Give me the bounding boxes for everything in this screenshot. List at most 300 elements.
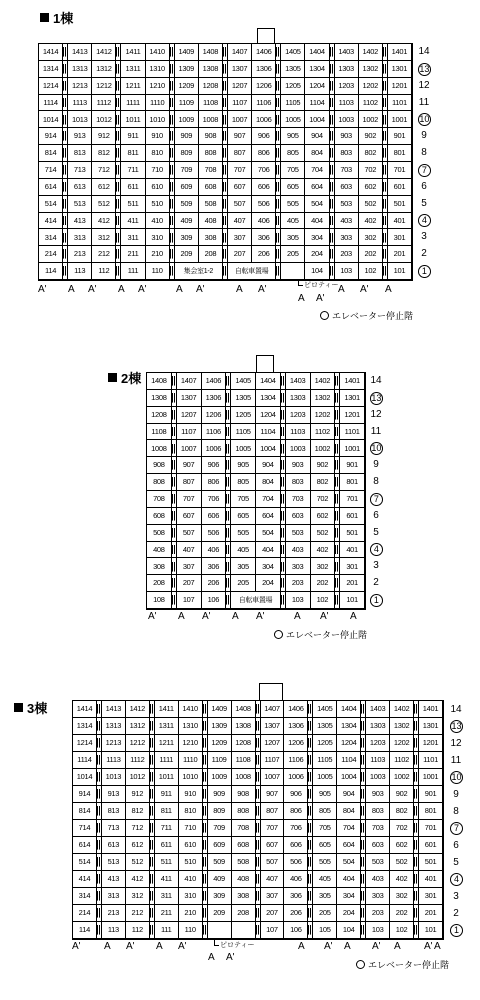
unit-cell: 512 (126, 854, 150, 871)
unit-cell: 502 (359, 196, 383, 213)
building-title-text: 1棟 (53, 11, 74, 26)
unit-cell: 1409 (208, 701, 232, 718)
unit-cell: 1302 (359, 61, 383, 78)
unit-cell: 1307 (261, 718, 285, 735)
facility-label: 自転車置場 (228, 263, 276, 280)
unit-cell: 1403 (335, 44, 359, 61)
unit-cell: 107 (177, 592, 202, 609)
unit-cell: 204 (305, 246, 329, 263)
unit-cell: 408 (199, 213, 223, 230)
unit-cell: 1314 (73, 718, 97, 735)
unit-cell: 1306 (284, 718, 308, 735)
unit-cell: 614 (39, 179, 63, 196)
elevator-floor-label: 7 (450, 822, 463, 835)
unit-cell: 1211 (121, 78, 145, 95)
orientation-mark: A' (360, 284, 369, 295)
unit-cell: 404 (256, 542, 281, 559)
unit-cell: 1106 (202, 424, 227, 441)
floor-label: 9 (453, 789, 459, 800)
unit-cell: 313 (68, 229, 92, 246)
unit-cell: 910 (179, 786, 203, 803)
unit-cell: 101 (419, 922, 443, 939)
unit-cell: 302 (359, 229, 383, 246)
unit-cell: 902 (390, 786, 414, 803)
elevator-floor-label: 4 (418, 214, 431, 227)
unit-cell: 1114 (39, 95, 63, 112)
unit-cell: 1301 (388, 61, 412, 78)
unit-cell: 601 (340, 508, 365, 525)
unit-cell: 901 (340, 457, 365, 474)
unit-cell: 904 (337, 786, 361, 803)
unit-cell: 1313 (102, 718, 126, 735)
unit-cell: 702 (359, 162, 383, 179)
unit-cell: 103 (366, 922, 390, 939)
unit-cell: 1006 (202, 440, 227, 457)
unit-cell: 1310 (146, 61, 170, 78)
unit-cell: 1401 (388, 44, 412, 61)
unit-cell: 505 (281, 196, 305, 213)
elevator-floor-label: 1 (450, 924, 463, 937)
square-bullet-icon (108, 373, 117, 382)
unit-cell: 907 (177, 457, 202, 474)
unit-cell: 1006 (284, 769, 308, 786)
unit-cell: 204 (337, 905, 361, 922)
orientation-mark: A (118, 284, 125, 295)
unit-cell: 1103 (335, 95, 359, 112)
unit-cell: 701 (419, 820, 443, 837)
unit-cell: 1402 (359, 44, 383, 61)
unit-cell: 1201 (340, 407, 365, 424)
unit-cell: 912 (126, 786, 150, 803)
unit-cell: 607 (261, 837, 285, 854)
unit-cell: 414 (39, 213, 63, 230)
square-bullet-icon (14, 703, 23, 712)
unit-cell: 406 (252, 213, 276, 230)
unit-cell: 307 (228, 229, 252, 246)
building-title (108, 368, 141, 387)
unit-cell: 812 (126, 803, 150, 820)
floor-label: 2 (373, 577, 379, 589)
unit-cell: 210 (146, 246, 170, 263)
unit-cell: 604 (305, 179, 329, 196)
unit-cell: 503 (286, 525, 311, 542)
unit-cell: 1202 (311, 407, 336, 424)
unit-cell: 407 (177, 542, 202, 559)
unit-cell: 107 (261, 922, 285, 939)
unit-cell: 1407 (228, 44, 252, 61)
unit-cell: 603 (366, 837, 390, 854)
unit-cell: 814 (39, 145, 63, 162)
unit-cell: 704 (337, 820, 361, 837)
elevator-floor-label: 13 (451, 721, 462, 731)
unit-cell: 1408 (147, 373, 172, 390)
unit-grid (146, 372, 366, 610)
elevator-floor-label: 7 (418, 164, 431, 177)
unit-cell: 606 (284, 837, 308, 854)
unit-cell: 214 (73, 905, 97, 922)
unit-cell: 1208 (199, 78, 223, 95)
building-title (14, 698, 47, 717)
unit-cell: 811 (121, 145, 145, 162)
unit-cell: 713 (102, 820, 126, 837)
orientation-mark: A (298, 293, 305, 304)
unit-cell: 1008 (232, 769, 256, 786)
floor-label: 6 (453, 840, 459, 851)
unit-cell: 313 (102, 888, 126, 905)
unit-cell: 302 (390, 888, 414, 905)
floor-label: 14 (418, 46, 430, 57)
floor-label: 14 (370, 375, 382, 386)
unit-cell: 1304 (337, 718, 361, 735)
unit-cell: 503 (335, 196, 359, 213)
unit-cell: 1208 (232, 735, 256, 752)
unit-cell: 605 (281, 179, 305, 196)
orientation-mark: A (236, 284, 243, 295)
unit-cell: 1110 (179, 752, 203, 769)
unit-cell: 908 (232, 786, 256, 803)
unit-cell: 606 (252, 179, 276, 196)
unit-cell: 701 (388, 162, 412, 179)
floor-label: 14 (450, 704, 462, 715)
unit-cell: 603 (286, 508, 311, 525)
unit-cell: 312 (92, 229, 116, 246)
unit-cell: 114 (73, 922, 97, 939)
unit-cell: 1201 (388, 78, 412, 95)
unit-cell: 904 (305, 128, 329, 145)
unit-cell: 312 (126, 888, 150, 905)
unit-cell: 811 (155, 803, 179, 820)
unit-cell: 708 (199, 162, 223, 179)
unit-cell: 1108 (147, 424, 172, 441)
unit-cell: 112 (92, 263, 116, 280)
unit-cell: 1301 (340, 390, 365, 407)
floor-label: 5 (421, 197, 427, 209)
unit-cell: 1105 (313, 752, 337, 769)
unit-cell: 502 (390, 854, 414, 871)
unit-cell: 506 (252, 196, 276, 213)
unit-cell: 1001 (419, 769, 443, 786)
unit-cell: 1402 (390, 701, 414, 718)
unit-cell: 408 (232, 871, 256, 888)
unit-cell: 902 (359, 128, 383, 145)
unit-cell: 613 (102, 837, 126, 854)
unit-cell: 1004 (337, 769, 361, 786)
orientation-mark: A (385, 284, 392, 295)
unit-cell: 510 (146, 196, 170, 213)
floor-label: 11 (418, 96, 430, 108)
unit-cell: 903 (335, 128, 359, 145)
unit-cell: 104 (305, 263, 329, 280)
unit-cell: 705 (231, 491, 256, 508)
unit-cell: 1205 (281, 78, 305, 95)
unit-cell: 301 (340, 558, 365, 575)
unit-cell: 1002 (359, 111, 383, 128)
unit-cell: 801 (340, 474, 365, 491)
unit-cell: 208 (147, 575, 172, 592)
elevator-floor-label: 13 (371, 392, 382, 403)
unit-cell: 214 (39, 246, 63, 263)
floor-label: 6 (373, 509, 379, 521)
unit-cell: 514 (73, 854, 97, 871)
unit-cell: 1307 (177, 390, 202, 407)
unit-cell: 113 (102, 922, 126, 939)
unit-cell: 1204 (305, 78, 329, 95)
unit-cell: 1005 (313, 769, 337, 786)
unit-cell: 1212 (126, 735, 150, 752)
unit-cell: 1408 (199, 44, 223, 61)
unit-cell: 114 (39, 263, 63, 280)
unit-cell: 604 (337, 837, 361, 854)
unit-cell: 202 (311, 575, 336, 592)
circle-icon (274, 630, 283, 639)
unit-cell: 1306 (252, 61, 276, 78)
piloti-label: ピロティー (304, 282, 339, 289)
orientation-mark: A (350, 611, 357, 622)
unit-cell: 611 (121, 179, 145, 196)
unit-cell: 802 (359, 145, 383, 162)
unit-cell: 212 (92, 246, 116, 263)
unit-cell: 702 (390, 820, 414, 837)
unit-cell: 1407 (177, 373, 202, 390)
unit-cell: 305 (281, 229, 305, 246)
unit-cell: 603 (335, 179, 359, 196)
circle-icon (356, 960, 365, 969)
unit-cell: 506 (202, 525, 227, 542)
unit-cell: 411 (155, 871, 179, 888)
elevator-floor-label: 4 (450, 873, 463, 886)
unit-cell: 212 (126, 905, 150, 922)
square-bullet-icon (40, 13, 49, 22)
unit-cell: 512 (92, 196, 116, 213)
elevator-note-text: エレベーター停止階 (368, 960, 450, 970)
unit-cell: 201 (388, 246, 412, 263)
orientation-mark: A (434, 941, 441, 952)
unit-cell: 1002 (311, 440, 336, 457)
unit-cell: 905 (313, 786, 337, 803)
unit-cell: 208 (232, 905, 256, 922)
unit-cell: 1209 (208, 735, 232, 752)
orientation-mark: A' (202, 611, 211, 622)
unit-cell: 304 (337, 888, 361, 905)
floor-labels (448, 701, 465, 939)
unit-cell: 913 (102, 786, 126, 803)
orientation-marks-piloti (292, 293, 352, 305)
unit-cell: 103 (286, 592, 311, 609)
unit-grid (72, 700, 444, 940)
unit-cell: 1308 (199, 61, 223, 78)
unit-cell: 1405 (313, 701, 337, 718)
unit-cell: 1210 (179, 735, 203, 752)
unit-cell: 602 (311, 508, 336, 525)
orientation-mark: A' (256, 611, 265, 622)
orientation-mark: A' (226, 952, 235, 963)
unit-cell: 405 (313, 871, 337, 888)
unit-cell: 309 (175, 229, 199, 246)
unit-cell: 213 (68, 246, 92, 263)
unit-cell: 205 (231, 575, 256, 592)
unit-cell: 112 (126, 922, 150, 939)
unit-cell: 1305 (231, 390, 256, 407)
orientation-mark: A' (424, 941, 433, 952)
unit-cell: 401 (340, 542, 365, 559)
floor-label: 12 (418, 79, 430, 91)
unit-cell: 1302 (390, 718, 414, 735)
unit-cell: 1302 (311, 390, 336, 407)
unit-cell: 314 (73, 888, 97, 905)
unit-cell: 409 (175, 213, 199, 230)
elevator-floor-label: 13 (419, 63, 430, 74)
unit-cell: 601 (388, 179, 412, 196)
unit-cell: 1312 (126, 718, 150, 735)
unit-cell: 701 (340, 491, 365, 508)
unit-cell: 810 (146, 145, 170, 162)
floor-label: 11 (450, 755, 462, 766)
elevator-floor-label: 10 (419, 114, 430, 125)
elevator-floor-label: 1 (418, 265, 431, 278)
unit-cell: 702 (311, 491, 336, 508)
unit-cell: 1206 (252, 78, 276, 95)
unit-cell: 608 (232, 837, 256, 854)
unit-cell: 404 (337, 871, 361, 888)
unit-cell: 111 (121, 263, 145, 280)
unit-cell: 1011 (121, 111, 145, 128)
unit-cell: 504 (305, 196, 329, 213)
unit-cell: 808 (147, 474, 172, 491)
empty-cell (208, 922, 232, 939)
unit-cell: 902 (311, 457, 336, 474)
orientation-mark: A' (148, 611, 157, 622)
unit-cell: 711 (155, 820, 179, 837)
unit-cell: 204 (256, 575, 281, 592)
unit-cell: 1114 (73, 752, 97, 769)
unit-cell: 411 (121, 213, 145, 230)
unit-cell: 1406 (252, 44, 276, 61)
unit-cell: 1306 (202, 390, 227, 407)
unit-cell: 901 (388, 128, 412, 145)
unit-cell: 707 (261, 820, 285, 837)
unit-cell: 712 (92, 162, 116, 179)
unit-cell: 406 (202, 542, 227, 559)
unit-cell: 805 (231, 474, 256, 491)
unit-cell: 706 (284, 820, 308, 837)
unit-cell: 903 (366, 786, 390, 803)
unit-cell: 609 (208, 837, 232, 854)
unit-cell: 1102 (311, 424, 336, 441)
elevator-floor-label: 10 (451, 772, 462, 782)
unit-cell: 706 (252, 162, 276, 179)
unit-cell: 706 (202, 491, 227, 508)
unit-cell: 514 (39, 196, 63, 213)
unit-cell: 1402 (311, 373, 336, 390)
unit-cell: 401 (419, 871, 443, 888)
unit-cell: 707 (177, 491, 202, 508)
unit-cell: 507 (177, 525, 202, 542)
unit-cell: 106 (284, 922, 308, 939)
unit-cell: 306 (202, 558, 227, 575)
unit-cell: 810 (179, 803, 203, 820)
unit-cell: 503 (366, 854, 390, 871)
unit-cell: 804 (256, 474, 281, 491)
unit-cell: 307 (177, 558, 202, 575)
unit-cell: 1409 (175, 44, 199, 61)
unit-cell: 704 (256, 491, 281, 508)
unit-cell: 804 (337, 803, 361, 820)
unit-cell: 203 (366, 905, 390, 922)
orientation-mark: A (344, 941, 351, 952)
unit-cell: 1310 (179, 718, 203, 735)
unit-cell: 1408 (232, 701, 256, 718)
orientation-mark: A' (196, 284, 205, 295)
unit-cell: 1109 (208, 752, 232, 769)
unit-cell: 1308 (232, 718, 256, 735)
unit-cell: 1414 (73, 701, 97, 718)
unit-cell: 1413 (102, 701, 126, 718)
unit-cell: 901 (419, 786, 443, 803)
orientation-mark: A (338, 284, 345, 295)
unit-cell: 813 (68, 145, 92, 162)
unit-cell: 1109 (175, 95, 199, 112)
unit-cell: 714 (39, 162, 63, 179)
orientation-mark: A' (88, 284, 97, 295)
unit-cell: 806 (202, 474, 227, 491)
unit-cell: 803 (335, 145, 359, 162)
unit-cell: 402 (359, 213, 383, 230)
unit-cell: 1013 (102, 769, 126, 786)
unit-cell: 708 (147, 491, 172, 508)
unit-cell: 1203 (335, 78, 359, 95)
unit-cell: 707 (228, 162, 252, 179)
unit-cell: 206 (252, 246, 276, 263)
unit-cell: 1412 (126, 701, 150, 718)
unit-cell: 1104 (256, 424, 281, 441)
unit-cell: 905 (231, 457, 256, 474)
unit-cell: 1104 (305, 95, 329, 112)
unit-cell: 1406 (284, 701, 308, 718)
unit-cell: 1312 (92, 61, 116, 78)
unit-cell: 1307 (228, 61, 252, 78)
unit-cell: 1207 (228, 78, 252, 95)
unit-cell: 501 (340, 525, 365, 542)
unit-cell: 1205 (313, 735, 337, 752)
unit-cell: 1107 (261, 752, 285, 769)
unit-cell: 305 (313, 888, 337, 905)
unit-cell: 413 (68, 213, 92, 230)
elevator-note (274, 628, 367, 641)
unit-cell: 909 (175, 128, 199, 145)
unit-cell: 804 (305, 145, 329, 162)
unit-cell: 904 (256, 457, 281, 474)
unit-cell: 510 (179, 854, 203, 871)
floor-label: 3 (421, 231, 427, 243)
unit-cell: 602 (390, 837, 414, 854)
unit-cell: 504 (337, 854, 361, 871)
unit-grid (38, 43, 413, 281)
unit-cell: 705 (281, 162, 305, 179)
unit-cell: 410 (179, 871, 203, 888)
orientation-mark: A (394, 941, 401, 952)
unit-cell: 714 (73, 820, 97, 837)
unit-cell: 113 (68, 263, 92, 280)
unit-cell: 1214 (39, 78, 63, 95)
unit-cell: 610 (146, 179, 170, 196)
elevator-shaft (259, 683, 283, 701)
unit-cell: 105 (313, 922, 337, 939)
unit-cell: 310 (179, 888, 203, 905)
unit-cell: 1404 (256, 373, 281, 390)
elevator-floor-label: 1 (370, 594, 383, 607)
unit-cell: 908 (199, 128, 223, 145)
unit-cell: 703 (366, 820, 390, 837)
